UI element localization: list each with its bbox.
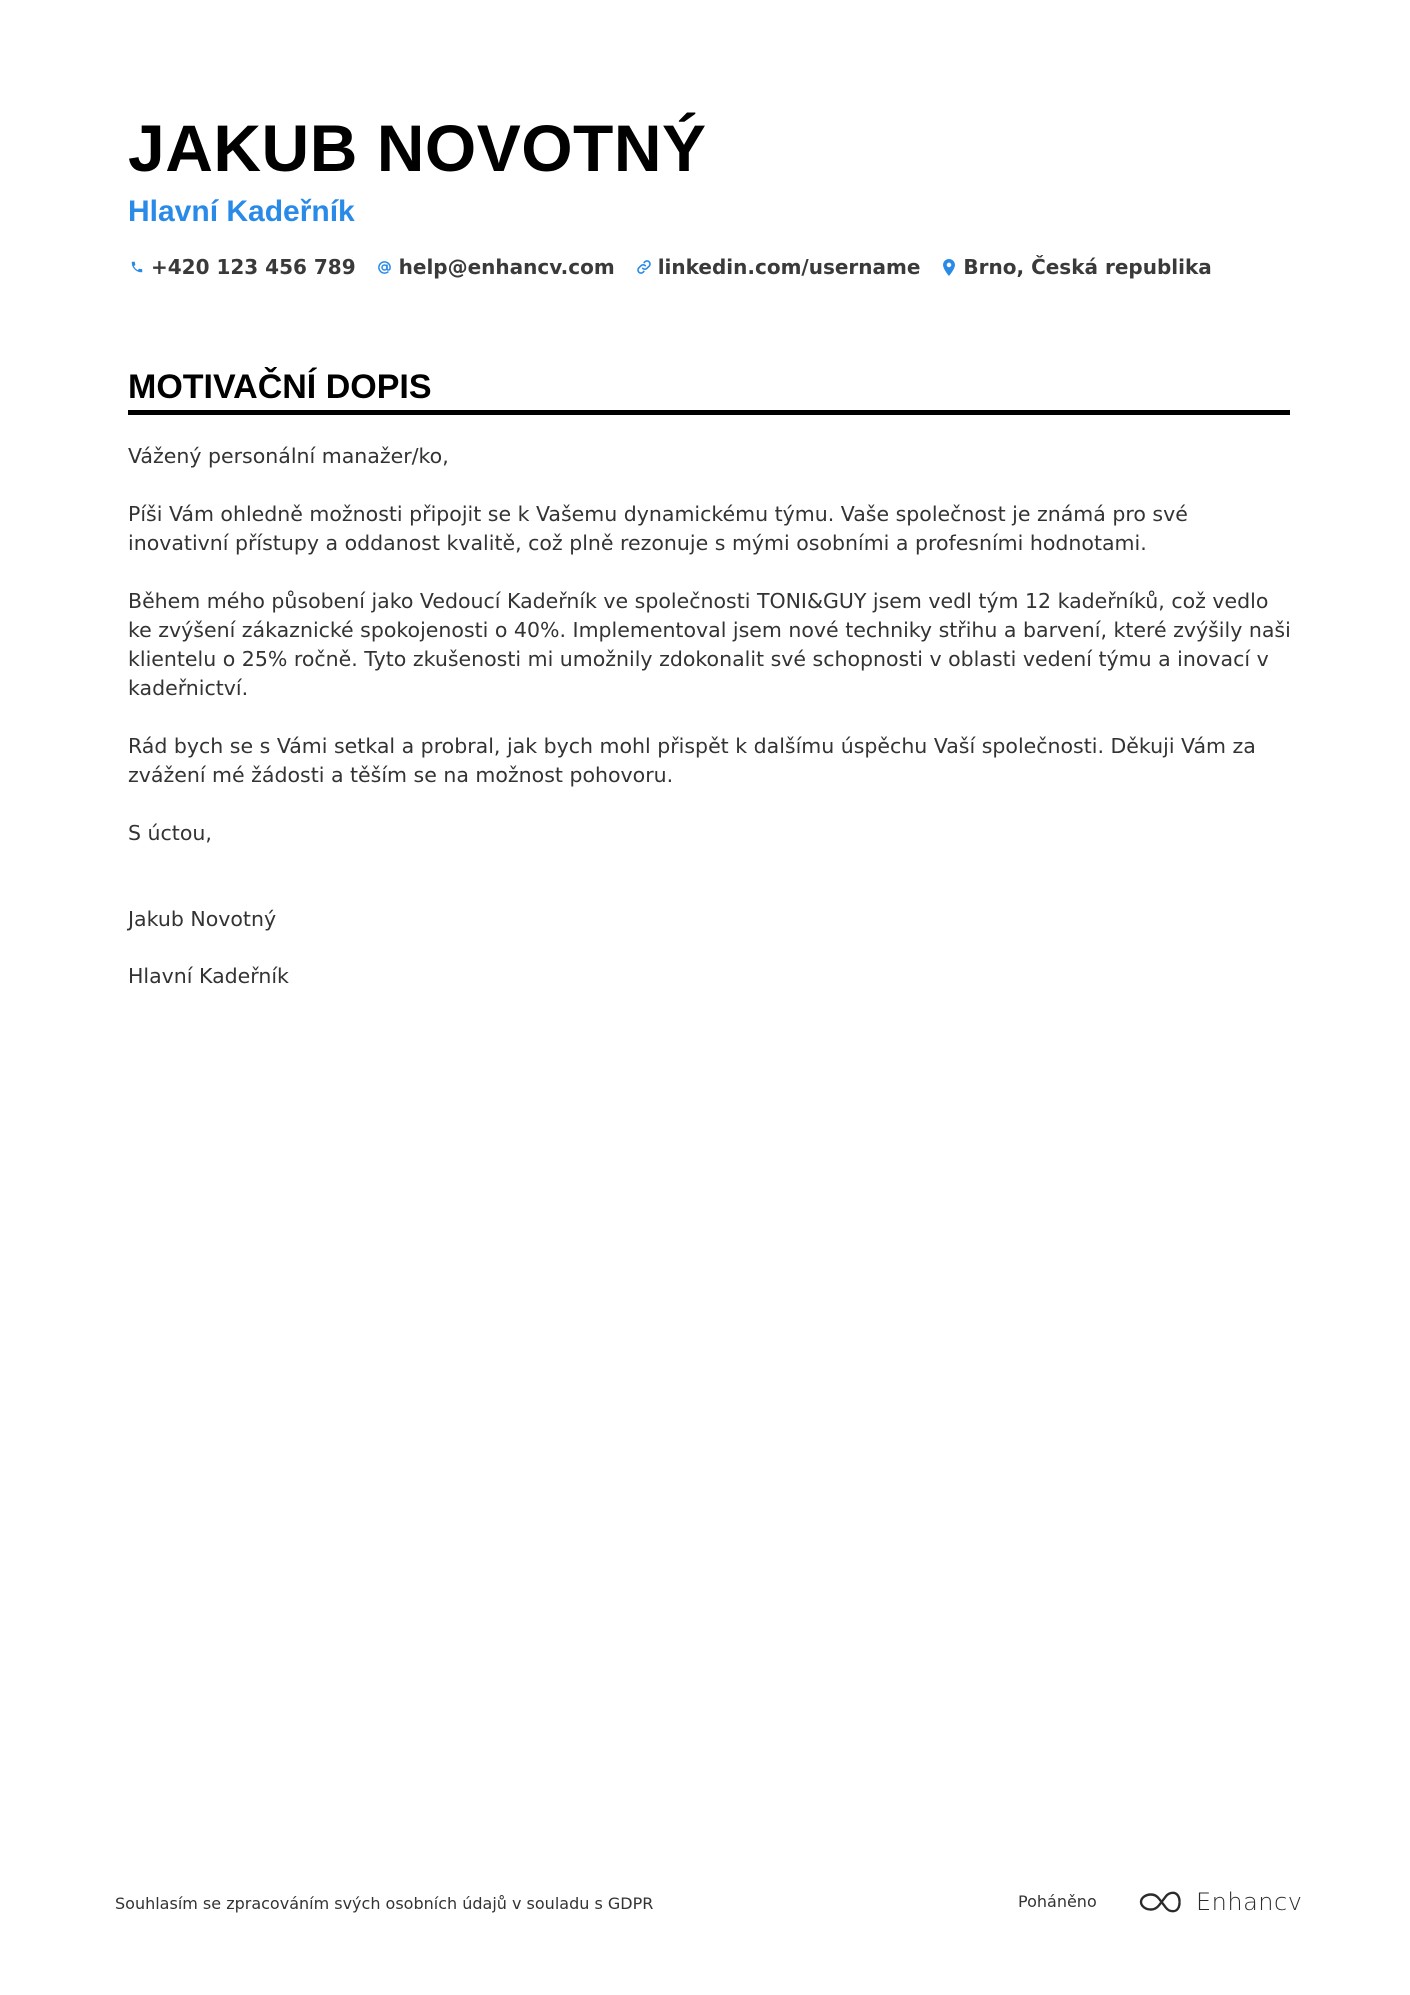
letter-closing: S úctou, (128, 821, 212, 845)
section-title: MOTIVAČNÍ DOPIS (128, 368, 432, 406)
location-pin-icon (940, 256, 958, 278)
letter-paragraph-1: Píši Vám ohledně možnosti připojit se k Vašemu dynamickému týmu. Vaše společnost je známá pro své inovativní přístupy a oddanost kvalitě, což plně rezonuje s mými osobními a profesními hodnotami. (128, 502, 1188, 555)
contact-email-text: help@enhancv.com (398, 255, 615, 279)
letter-body (128, 442, 1292, 991)
powered-by-label: Poháněno (1018, 1892, 1097, 1911)
enhancv-logo-text: Enhancv (1196, 1888, 1303, 1916)
signature-title: Hlavní Kadeřník (128, 964, 289, 988)
contact-linkedin[interactable] (635, 255, 921, 279)
letter-greeting: Vážený personální manažer/ko, (128, 444, 449, 468)
at-icon (376, 256, 394, 278)
letter-paragraph-2: Během mého působení jako Vedoucí Kadeřník ve společnosti TONI&GUY jsem vedl tým 12 kadeřníků, což vedlo ke zvýšení zákaznické spokojenosti o 40%. Implementoval jsem nové techniky střihu a barvení, které zvýšily naši klientelu o 25% ročně. Tyto zkušenosti mi umožnily zdokonalit své schopnosti v oblasti vedení týmu a inovací v kadeřnictví. (128, 589, 1291, 700)
enhancv-logo[interactable] (1138, 1886, 1302, 1918)
phone-icon (128, 256, 146, 278)
contact-phone[interactable] (128, 255, 356, 279)
enhancv-logo-icon (1138, 1890, 1182, 1914)
section-divider (128, 410, 1290, 415)
contact-linkedin-text: linkedin.com/username (657, 255, 921, 279)
contact-location-text: Brno, Česká republika (963, 255, 1212, 279)
candidate-name: JAKUB NOVOTNÝ (128, 111, 707, 185)
contact-phone-text: +420 123 456 789 (151, 255, 356, 279)
gdpr-consent-text: Souhlasím se zpracováním svých osobních údajů v souladu s GDPR (115, 1894, 654, 1913)
contact-bar (128, 252, 1232, 282)
letter-paragraph-3: Rád bych se s Vámi setkal a probral, jak bych mohl přispět k dalšímu úspěchu Vaší společnosti. Děkuji Vám za zvážení mé žádosti a těším se na možnost pohovoru. (128, 734, 1256, 787)
contact-location (940, 255, 1211, 279)
contact-email[interactable] (376, 255, 615, 279)
signature-name: Jakub Novotný (128, 907, 277, 931)
job-title: Hlavní Kadeřník (128, 195, 355, 228)
link-icon (635, 256, 653, 278)
